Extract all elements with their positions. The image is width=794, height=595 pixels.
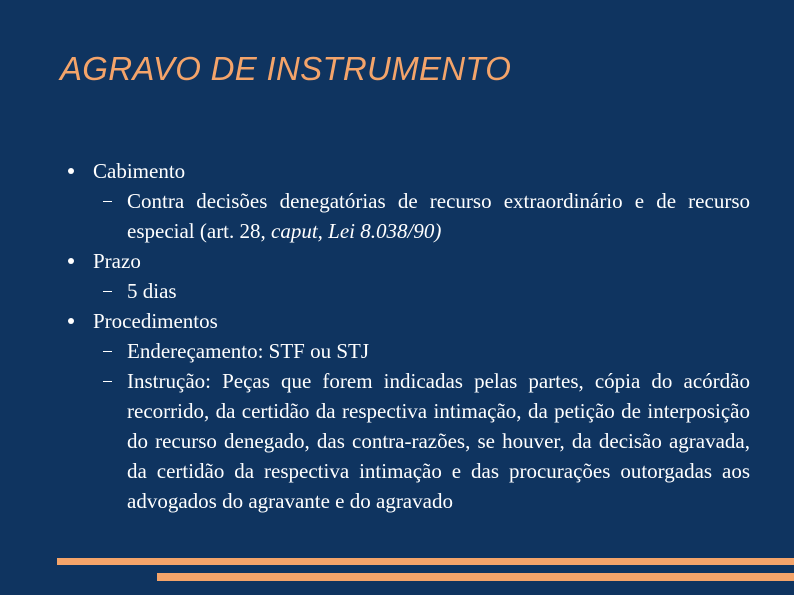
dash-icon bbox=[103, 381, 112, 382]
list-item-label: Prazo bbox=[93, 249, 141, 273]
sub-item bbox=[93, 276, 750, 306]
bullet-icon bbox=[68, 258, 74, 264]
sub-item-text: Instrução: Peças que forem indicadas pelas partes, cópia do acórdão recorrido, da certidão da respectiva intimação, da petição de interposição do recurso denegado, das contra-razões, se houver, da decisão agravada, da certidão da respectiva intimação e das procurações outorgadas aos advogados do agravante e do agravado bbox=[127, 369, 750, 513]
sub-item-citation: caput, Lei 8.038/90) bbox=[271, 219, 442, 243]
dash-icon bbox=[103, 351, 112, 352]
list-item-prazo bbox=[60, 246, 750, 306]
list-item-label: Cabimento bbox=[93, 159, 186, 183]
sub-item-text: Endereçamento: STF ou STJ bbox=[127, 339, 370, 363]
list-item-label: Procedimentos bbox=[93, 309, 218, 333]
decorative-bar-bottom bbox=[157, 573, 794, 581]
sub-item bbox=[93, 336, 750, 366]
sub-item bbox=[93, 366, 750, 516]
dash-icon bbox=[103, 201, 112, 202]
bullet-list bbox=[60, 156, 750, 516]
bullet-icon bbox=[68, 318, 74, 324]
sub-item-text: 5 dias bbox=[127, 279, 177, 303]
dash-icon bbox=[103, 291, 112, 292]
list-item-cabimento bbox=[60, 156, 750, 246]
sub-item-text: Contra decisões denegatórias de recurso extraordinário e de recurso especial (art. 28, bbox=[127, 189, 750, 243]
bullet-icon bbox=[68, 168, 74, 174]
decorative-bar-top bbox=[57, 558, 794, 565]
slide-title: AGRAVO DE INSTRUMENTO bbox=[60, 50, 512, 87]
list-item-procedimentos bbox=[60, 306, 750, 516]
sub-item bbox=[93, 186, 750, 246]
